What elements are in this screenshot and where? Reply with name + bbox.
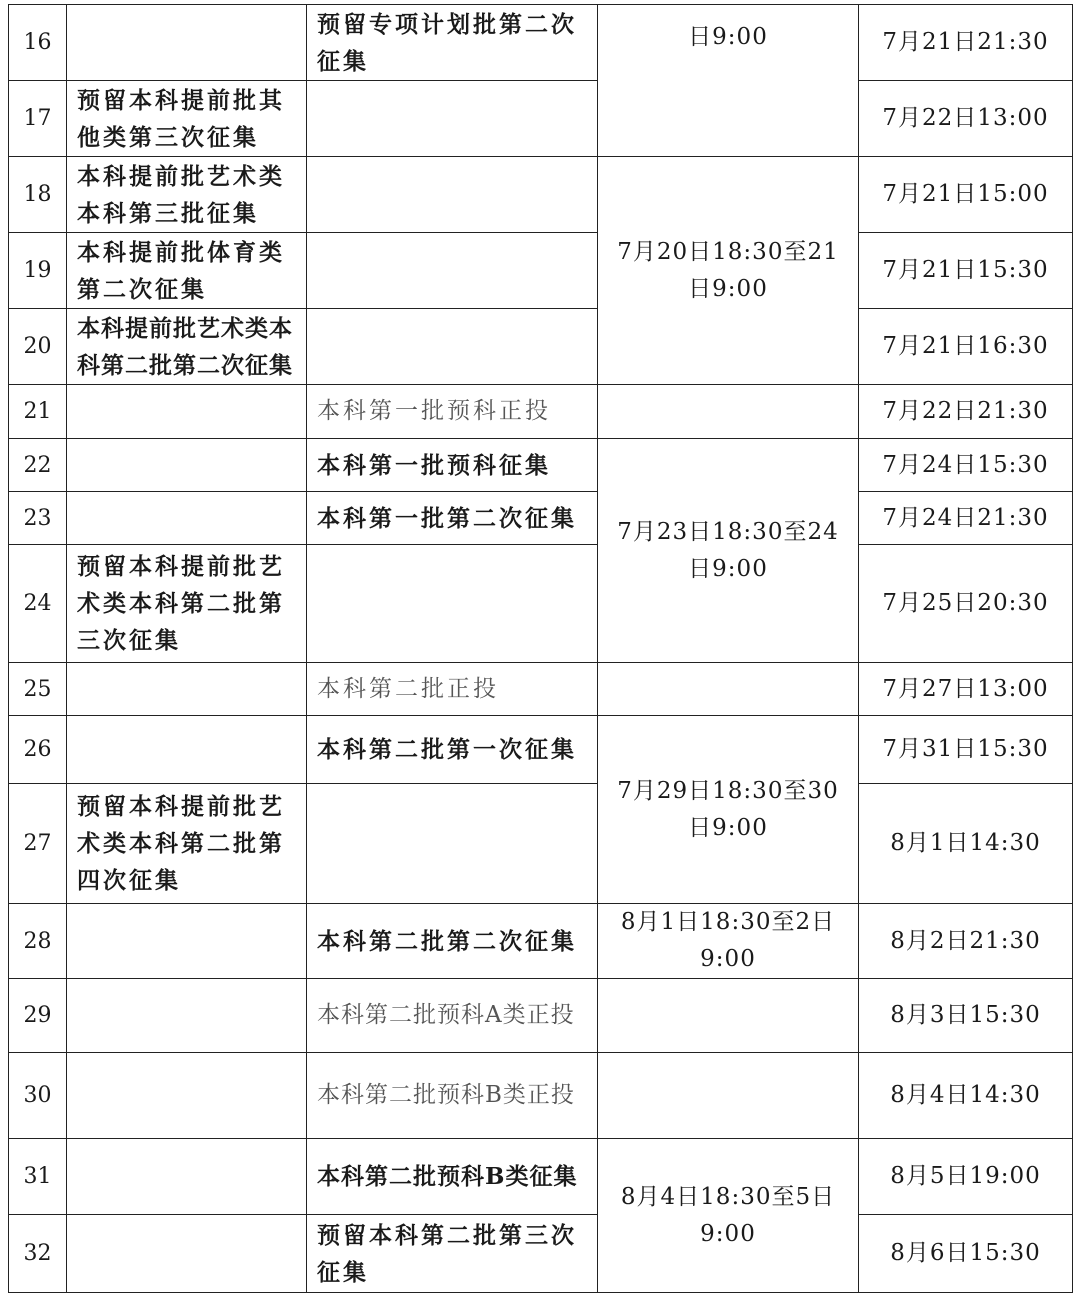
batch-cell	[307, 784, 598, 904]
time-window-cell: 7月23日18:30至24日9:00	[598, 439, 859, 663]
table-row	[9, 784, 1073, 904]
batch-cell: 本科第二批第二次征集	[307, 904, 598, 979]
batch-cell: 预留本科提前批其他类第三次征集	[67, 81, 307, 157]
table-row	[9, 1215, 1073, 1293]
deadline-cell: 7月24日21:30	[859, 492, 1073, 545]
batch-cell	[67, 979, 307, 1053]
deadline-cell: 8月1日14:30	[859, 784, 1073, 904]
batch-cell	[307, 81, 598, 157]
batch-cell	[67, 439, 307, 492]
batch-cell	[67, 663, 307, 716]
batch-cell	[67, 5, 307, 81]
table-row	[9, 716, 1073, 784]
time-window-cell: 8月4日18:30至5日9:00	[598, 1139, 859, 1293]
deadline-cell: 7月25日20:30	[859, 545, 1073, 663]
deadline-cell: 7月21日21:30	[859, 5, 1073, 81]
table-row	[9, 157, 1073, 233]
batch-cell	[67, 492, 307, 545]
deadline-cell: 7月31日15:30	[859, 716, 1073, 784]
row-number: 24	[9, 545, 67, 663]
table-row	[9, 663, 1073, 716]
table-row	[9, 81, 1073, 157]
time-window-cell	[598, 385, 859, 439]
batch-cell: 本科第一批第二次征集	[307, 492, 598, 545]
row-number: 26	[9, 716, 67, 784]
deadline-cell: 7月22日13:00	[859, 81, 1073, 157]
deadline-cell: 7月22日21:30	[859, 385, 1073, 439]
batch-cell	[67, 904, 307, 979]
batch-cell: 预留本科提前批艺术类本科第二批第三次征集	[67, 545, 307, 663]
batch-cell	[67, 716, 307, 784]
admission-schedule-table	[8, 4, 1073, 1293]
batch-cell	[67, 1215, 307, 1293]
batch-cell	[67, 385, 307, 439]
deadline-cell: 7月21日16:30	[859, 309, 1073, 385]
table-row	[9, 492, 1073, 545]
time-window-cell: 7月29日18:30至30日9:00	[598, 716, 859, 904]
row-number: 18	[9, 157, 67, 233]
batch-cell: 本科第一批预科正投	[307, 385, 598, 439]
time-window-cell	[598, 1053, 859, 1139]
deadline-cell: 8月6日15:30	[859, 1215, 1073, 1293]
batch-cell: 本科第一批预科征集	[307, 439, 598, 492]
row-number: 21	[9, 385, 67, 439]
row-number: 19	[9, 233, 67, 309]
batch-cell: 预留本科第二批第三次征集	[307, 1215, 598, 1293]
table-row	[9, 5, 1073, 81]
row-number: 22	[9, 439, 67, 492]
row-number: 32	[9, 1215, 67, 1293]
deadline-cell: 7月24日15:30	[859, 439, 1073, 492]
batch-cell: 预留本科提前批艺术类本科第二批第四次征集	[67, 784, 307, 904]
batch-cell: 本科提前批艺术类本科第三批征集	[67, 157, 307, 233]
batch-cell	[67, 1139, 307, 1215]
table-row	[9, 385, 1073, 439]
time-window-cell	[598, 979, 859, 1053]
row-number: 28	[9, 904, 67, 979]
batch-cell	[307, 545, 598, 663]
time-window-cell	[598, 663, 859, 716]
batch-cell: 本科第二批第一次征集	[307, 716, 598, 784]
batch-cell	[307, 233, 598, 309]
batch-cell	[67, 1053, 307, 1139]
deadline-cell: 8月2日21:30	[859, 904, 1073, 979]
row-number: 30	[9, 1053, 67, 1139]
row-number: 25	[9, 663, 67, 716]
time-window-cell: 8月1日18:30至2日9:00	[598, 904, 859, 979]
table-row	[9, 1053, 1073, 1139]
deadline-cell: 7月21日15:00	[859, 157, 1073, 233]
deadline-cell: 8月5日19:00	[859, 1139, 1073, 1215]
time-window-cell: 7月20日18:30至21日9:00	[598, 157, 859, 385]
deadline-cell: 8月4日14:30	[859, 1053, 1073, 1139]
row-number: 23	[9, 492, 67, 545]
batch-cell: 本科第二批预科A类正投	[307, 979, 598, 1053]
row-number: 16	[9, 5, 67, 81]
batch-cell: 本科提前批艺术类本科第二批第二次征集	[67, 309, 307, 385]
batch-cell: 本科提前批体育类第二次征集	[67, 233, 307, 309]
table-row	[9, 1139, 1073, 1215]
deadline-cell: 8月3日15:30	[859, 979, 1073, 1053]
batch-cell: 本科第二批正投	[307, 663, 598, 716]
time-window-cell: 日9:00	[598, 5, 859, 157]
batch-cell	[307, 309, 598, 385]
deadline-cell: 7月21日15:30	[859, 233, 1073, 309]
table-row	[9, 233, 1073, 309]
row-number: 27	[9, 784, 67, 904]
row-number: 31	[9, 1139, 67, 1215]
batch-cell: 本科第二批预科B类正投	[307, 1053, 598, 1139]
table-row	[9, 545, 1073, 663]
table-row	[9, 439, 1073, 492]
batch-cell: 预留专项计划批第二次征集	[307, 5, 598, 81]
batch-cell: 本科第二批预科B类征集	[307, 1139, 598, 1215]
row-number: 20	[9, 309, 67, 385]
row-number: 17	[9, 81, 67, 157]
table-row	[9, 904, 1073, 979]
table-row	[9, 979, 1073, 1053]
table-row	[9, 309, 1073, 385]
row-number: 29	[9, 979, 67, 1053]
deadline-cell: 7月27日13:00	[859, 663, 1073, 716]
batch-cell	[307, 157, 598, 233]
